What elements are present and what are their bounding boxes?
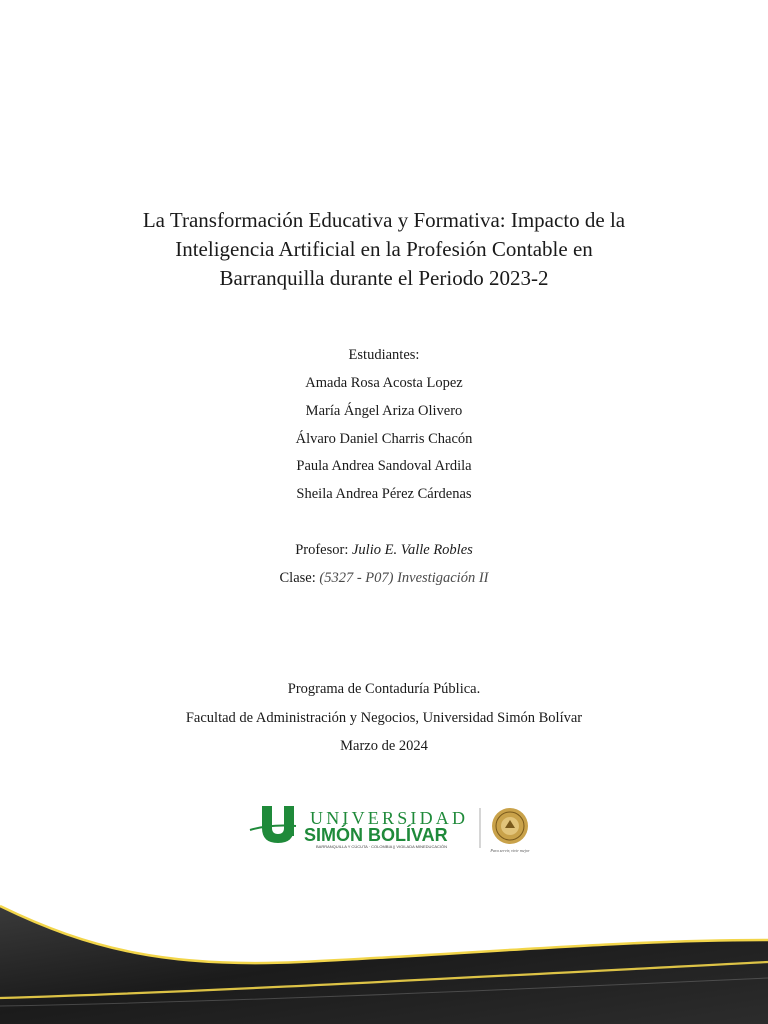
student-name-3: Álvaro Daniel Charris Chacón <box>295 431 473 447</box>
program-line: Programa de Contaduría Pública. <box>287 681 481 697</box>
faculty-line: Facultad de Administración y Negocios, Universidad Simón Bolívar <box>185 710 583 726</box>
logo-subline: BARRANQUILLA Y CÚCUTA · COLOMBIA || VIGILADA MINEDUCACIÓN <box>316 844 447 849</box>
title-line-3: Barranquilla durante el Periodo 2023-2 <box>219 266 549 290</box>
university-logo <box>248 800 538 856</box>
professor-line <box>0 540 768 560</box>
student-name-5: Sheila Andrea Pérez Cárdenas <box>296 486 472 502</box>
student-name-1: Amada Rosa Acosta Lopez <box>305 375 463 391</box>
seal-motto: Para servir, vivir mejor <box>490 848 530 853</box>
professor-label: Profesor: <box>295 542 349 558</box>
title-line-1: La Transformación Educativa y Formativa: Impacto de la <box>142 208 626 232</box>
student-name-2: María Ángel Ariza Olivero <box>305 403 463 419</box>
date-line: Marzo de 2024 <box>340 738 428 754</box>
decorative-wave <box>0 880 768 1024</box>
document-title <box>84 206 684 293</box>
class-label: Clase: <box>279 570 316 586</box>
title-line-2: Inteligencia Artificial en la Profesión Contable en <box>175 237 593 261</box>
students-label: Estudiantes: <box>348 347 420 363</box>
logo-line-1: UNIVERSIDAD <box>310 808 469 828</box>
class-name: (5327 - P07) Investigación II <box>319 570 489 586</box>
university-monogram-icon <box>250 806 296 843</box>
logo-line-2: SIMÓN BOLÍVAR <box>304 825 448 845</box>
professor-name: Julio E. Valle Robles <box>351 542 473 558</box>
class-line <box>0 568 768 588</box>
university-seal-icon <box>492 808 528 844</box>
student-name-4: Paula Andrea Sandoval Ardila <box>296 458 472 474</box>
